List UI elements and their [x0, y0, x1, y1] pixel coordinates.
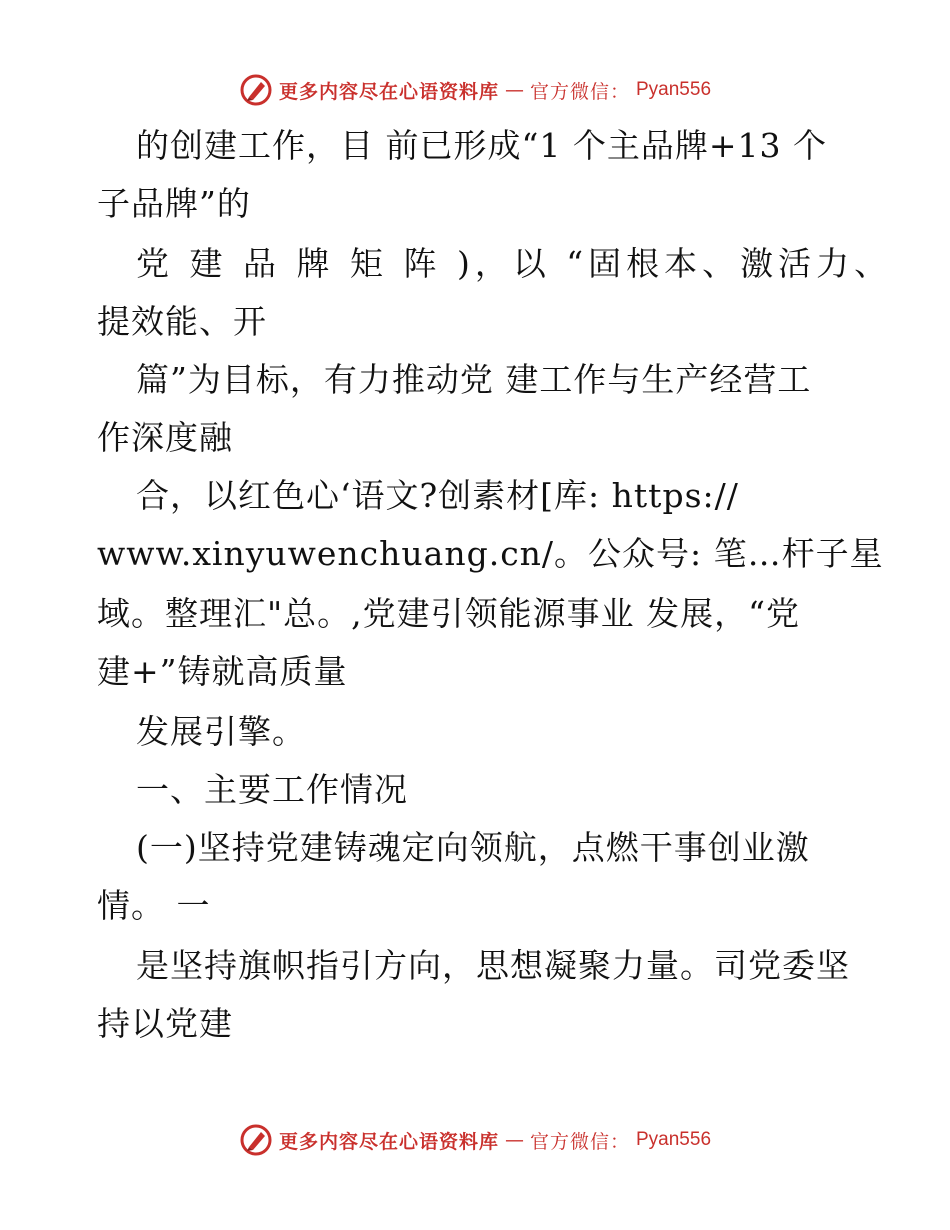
wechat-label: 官方微信：	[529, 80, 630, 103]
text-line-2: 子品牌”的	[97, 184, 251, 223]
text-line-1: 的创建工作，目 前已形成“1 个主品牌+13 个	[136, 126, 827, 165]
text-line-5: 篇”为目标，有力推动党 建工作与生产经营工	[136, 360, 812, 399]
text-line-9: 域。整理汇"总。,党建引领能源事业 发展，“党	[97, 594, 801, 633]
pen-nib-logo-icon	[239, 1123, 273, 1157]
header-watermark-banner	[0, 70, 950, 110]
text-line-8: www.xinyuwenchuang.cn/。公众号: 笔…杆子星	[97, 534, 884, 573]
text-line-14: 情。 一	[97, 886, 211, 925]
text-line-10: 建+”铸就高质量	[97, 652, 348, 691]
wechat-id: Pyan556	[636, 1129, 712, 1150]
text-line-16: 持以党建	[97, 1004, 233, 1043]
site-name-text: 更多内容尽在心语资料库	[278, 80, 499, 103]
text-line-6: 作深度融	[97, 418, 233, 457]
pen-nib-logo-icon	[239, 73, 273, 107]
site-name-text: 更多内容尽在心语资料库	[278, 1130, 499, 1153]
wechat-id: Pyan556	[636, 79, 712, 100]
banner-dash: —	[504, 79, 524, 101]
text-line-3: 党 建 品 牌 矩 阵 )，以 “固根本、激活力、	[136, 244, 893, 283]
text-line-15: 是坚持旗帜指引方向，思想凝聚力量。司党委坚	[136, 946, 850, 985]
text-line-11: 发展引擎。	[136, 712, 306, 751]
text-line-7: 合，以红色心‘语文?创素材[库: https://	[136, 476, 739, 515]
wechat-label: 官方微信：	[529, 1130, 630, 1153]
section-heading: 一、主要工作情况	[136, 770, 408, 809]
subsection-heading: (一)坚持党建铸魂定向领航，点燃干事创业激	[136, 828, 810, 867]
footer-watermark-banner	[0, 1120, 950, 1160]
banner-dash: —	[504, 1129, 524, 1151]
text-line-4: 提效能、开	[97, 302, 267, 341]
